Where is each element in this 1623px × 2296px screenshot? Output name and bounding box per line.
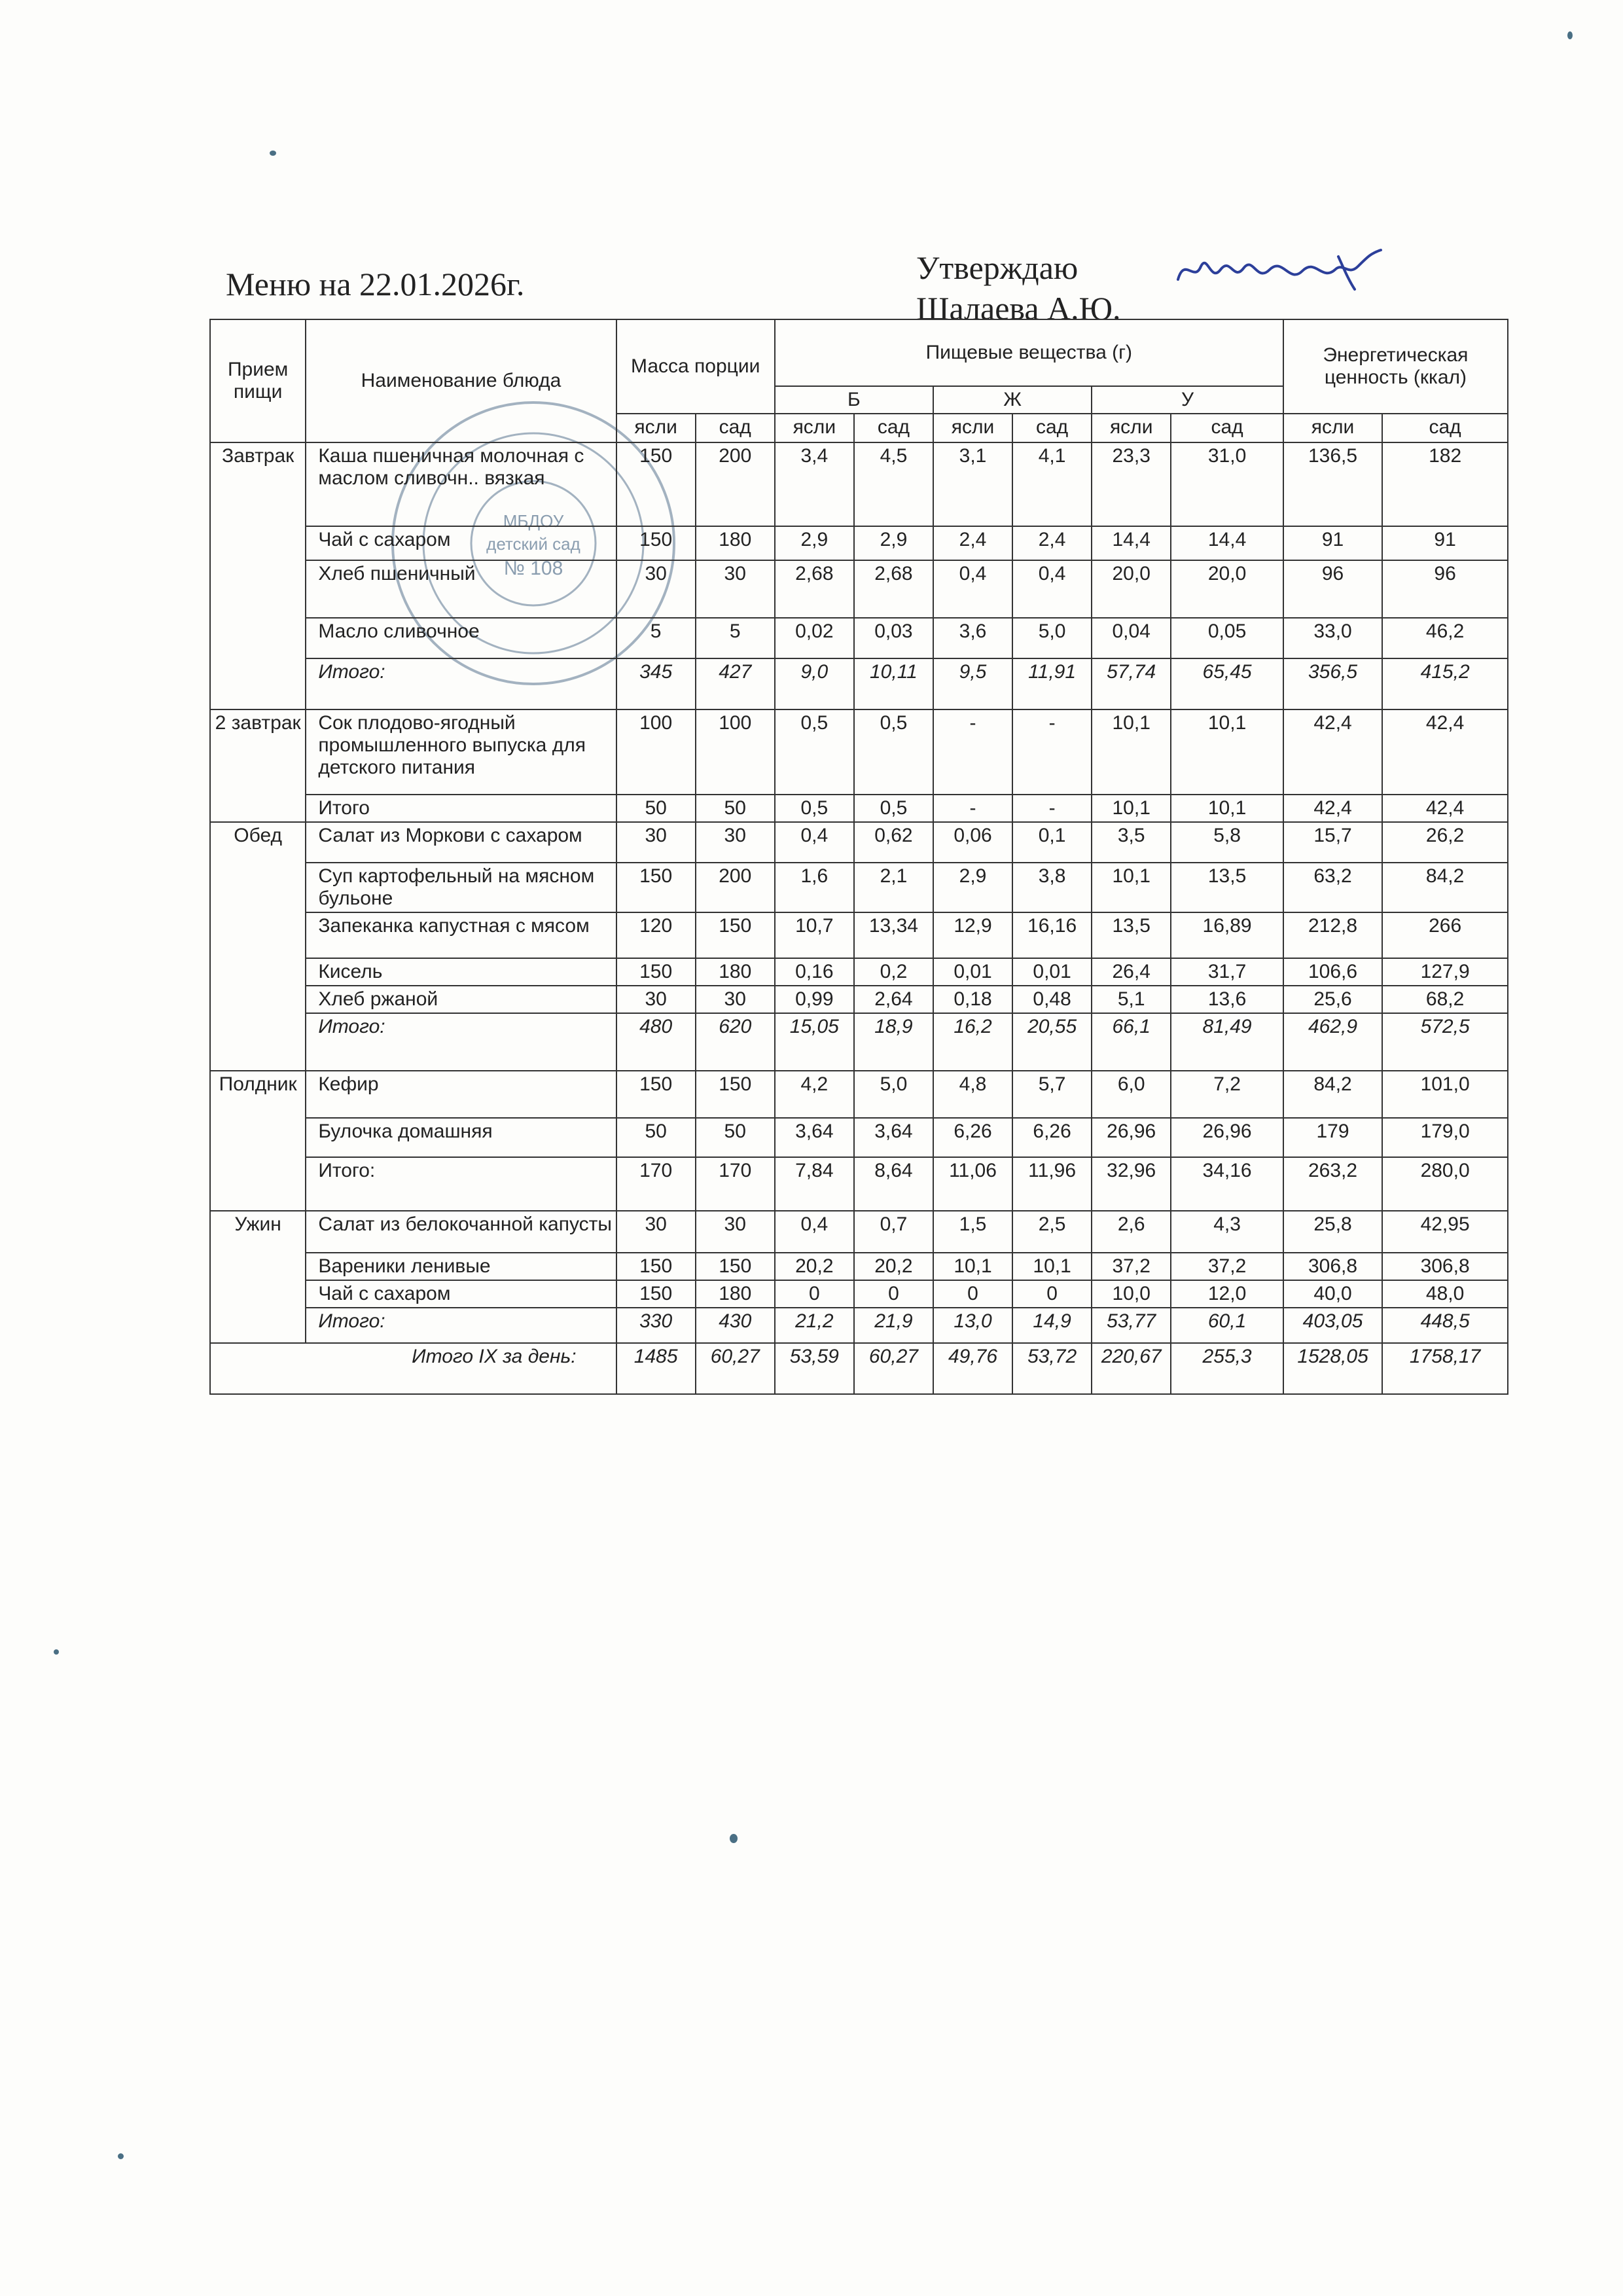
table-row — [210, 822, 1508, 863]
value-cell: 3,64 — [854, 1118, 933, 1157]
stamp-text-1: МБДОУ — [503, 511, 564, 531]
value-cell: 620 — [696, 1013, 775, 1071]
header-sad: сад — [1012, 414, 1092, 442]
header-sad: сад — [854, 414, 933, 442]
value-cell: 0,62 — [854, 822, 933, 863]
table-row — [210, 442, 1508, 526]
table-row — [210, 1118, 1508, 1157]
table-row — [210, 1308, 1508, 1343]
value-cell: 37,2 — [1171, 1253, 1283, 1280]
table-row — [210, 658, 1508, 709]
value-cell: 13,34 — [854, 912, 933, 958]
meal-name: Полдник — [210, 1071, 306, 1211]
value-cell: 12,0 — [1171, 1280, 1283, 1308]
grand-total-label: Итого IX за день: — [210, 1343, 616, 1394]
value-cell: 2,68 — [775, 560, 854, 618]
value-cell: 63,2 — [1283, 863, 1382, 912]
value-cell: 26,96 — [1092, 1118, 1171, 1157]
value-cell: 150 — [616, 1280, 696, 1308]
value-cell: 31,7 — [1171, 958, 1283, 986]
value-cell: 13,5 — [1171, 863, 1283, 912]
value-cell: 9,0 — [775, 658, 854, 709]
value-cell: 212,8 — [1283, 912, 1382, 958]
value-cell: 26,2 — [1382, 822, 1508, 863]
value-cell: 0,5 — [775, 709, 854, 795]
scan-speck — [270, 151, 276, 156]
value-cell: 25,6 — [1283, 986, 1382, 1013]
value-cell: 0,5 — [775, 795, 854, 822]
value-cell: 57,74 — [1092, 658, 1171, 709]
value-cell: 150 — [616, 442, 696, 526]
dish-name: Итого: — [306, 1157, 616, 1211]
value-cell: 33,0 — [1283, 618, 1382, 658]
value-cell: 180 — [696, 958, 775, 986]
value-cell: 20,0 — [1092, 560, 1171, 618]
value-cell: 84,2 — [1382, 863, 1508, 912]
value-cell: 150 — [696, 912, 775, 958]
value-cell: 20,0 — [1171, 560, 1283, 618]
value-cell: 30 — [696, 1211, 775, 1253]
value-cell: 4,2 — [775, 1071, 854, 1118]
header-dish: Наименование блюда — [306, 319, 616, 442]
value-cell: 0,7 — [854, 1211, 933, 1253]
value-cell: 0 — [854, 1280, 933, 1308]
table-row — [210, 1157, 1508, 1211]
value-cell: 180 — [696, 1280, 775, 1308]
value-cell: 50 — [616, 795, 696, 822]
value-cell: 42,4 — [1283, 795, 1382, 822]
table-row — [210, 1280, 1508, 1308]
table-row — [210, 958, 1508, 986]
value-cell: 127,9 — [1382, 958, 1508, 986]
value-cell: 2,5 — [1012, 1211, 1092, 1253]
value-cell: 30 — [696, 986, 775, 1013]
value-cell: 179 — [1283, 1118, 1382, 1157]
value-cell: 150 — [616, 1253, 696, 1280]
header-sad: сад — [696, 414, 775, 442]
grand-total-cell: 60,27 — [854, 1343, 933, 1394]
dish-name: Итого — [306, 795, 616, 822]
value-cell: 306,8 — [1283, 1253, 1382, 1280]
value-cell: 53,77 — [1092, 1308, 1171, 1343]
dish-name: Салат из Моркови с сахаром — [306, 822, 616, 863]
value-cell: 14,9 — [1012, 1308, 1092, 1343]
value-cell: 179,0 — [1382, 1118, 1508, 1157]
dish-name: Булочка домашняя — [306, 1118, 616, 1157]
value-cell: 150 — [696, 1071, 775, 1118]
grand-total-cell: 60,27 — [696, 1343, 775, 1394]
scan-speck — [1567, 31, 1573, 39]
value-cell: 0,99 — [775, 986, 854, 1013]
value-cell: 11,06 — [933, 1157, 1012, 1211]
header-yasli: ясли — [933, 414, 1012, 442]
value-cell: 0,4 — [775, 822, 854, 863]
value-cell: 120 — [616, 912, 696, 958]
dish-name: Чай с сахаром — [306, 1280, 616, 1308]
value-cell: 0,5 — [854, 795, 933, 822]
value-cell: 0 — [775, 1280, 854, 1308]
value-cell: 13,0 — [933, 1308, 1012, 1343]
value-cell: 0,4 — [1012, 560, 1092, 618]
value-cell: 8,64 — [854, 1157, 933, 1211]
value-cell: 5,0 — [854, 1071, 933, 1118]
stamp-text-3: № 108 — [503, 558, 563, 579]
value-cell: 2,6 — [1092, 1211, 1171, 1253]
value-cell: 4,8 — [933, 1071, 1012, 1118]
value-cell: 0,05 — [1171, 618, 1283, 658]
value-cell: 5 — [696, 618, 775, 658]
value-cell: 21,2 — [775, 1308, 854, 1343]
grand-total-cell: 1528,05 — [1283, 1343, 1382, 1394]
value-cell: 68,2 — [1382, 986, 1508, 1013]
value-cell: 2,4 — [1012, 526, 1092, 560]
value-cell: 10,1 — [1092, 709, 1171, 795]
dish-name: Чай с сахаром — [306, 526, 616, 560]
value-cell: 30 — [696, 560, 775, 618]
total-label: Итого: — [306, 658, 616, 709]
value-cell: 101,0 — [1382, 1071, 1508, 1118]
value-cell: 0,01 — [933, 958, 1012, 986]
value-cell: 15,05 — [775, 1013, 854, 1071]
dish-name: Масло сливочное — [306, 618, 616, 658]
value-cell: 150 — [616, 526, 696, 560]
value-cell: 4,5 — [854, 442, 933, 526]
value-cell: 48,0 — [1382, 1280, 1508, 1308]
menu-title: Меню на 22.01.2026г. — [226, 266, 525, 302]
value-cell: 100 — [696, 709, 775, 795]
table-row — [210, 1253, 1508, 1280]
dish-name: Кисель — [306, 958, 616, 986]
meal-name: Ужин — [210, 1211, 306, 1343]
value-cell: 0 — [1012, 1280, 1092, 1308]
value-cell: 10,1 — [1171, 709, 1283, 795]
value-cell: 42,95 — [1382, 1211, 1508, 1253]
value-cell: 0,18 — [933, 986, 1012, 1013]
value-cell: 0 — [933, 1280, 1012, 1308]
value-cell: 96 — [1382, 560, 1508, 618]
value-cell: 3,5 — [1092, 822, 1171, 863]
value-cell: 0,48 — [1012, 986, 1092, 1013]
header-mass: Масса порции — [616, 319, 775, 414]
value-cell: 50 — [696, 795, 775, 822]
value-cell: 11,91 — [1012, 658, 1092, 709]
value-cell: 42,4 — [1382, 795, 1508, 822]
dish-name: Кефир — [306, 1071, 616, 1118]
value-cell: 11,96 — [1012, 1157, 1092, 1211]
grand-total-cell: 1485 — [616, 1343, 696, 1394]
value-cell: 0,03 — [854, 618, 933, 658]
value-cell: 462,9 — [1283, 1013, 1382, 1071]
meal-name: Завтрак — [210, 442, 306, 709]
table-row — [210, 863, 1508, 912]
value-cell: 5,8 — [1171, 822, 1283, 863]
value-cell: 20,55 — [1012, 1013, 1092, 1071]
meal-name: 2 завтрак — [210, 709, 306, 822]
value-cell: 330 — [616, 1308, 696, 1343]
value-cell: 20,2 — [775, 1253, 854, 1280]
value-cell: 480 — [616, 1013, 696, 1071]
scan-speck — [118, 2153, 124, 2159]
dish-name: Сок плодово-ягодный промышленного выпуска для детского питания — [306, 709, 616, 795]
value-cell: 280,0 — [1382, 1157, 1508, 1211]
value-cell: 6,26 — [933, 1118, 1012, 1157]
value-cell: 10,1 — [1171, 795, 1283, 822]
value-cell: 10,7 — [775, 912, 854, 958]
header-carbs: У — [1092, 386, 1283, 414]
value-cell: 13,5 — [1092, 912, 1171, 958]
value-cell: 4,1 — [1012, 442, 1092, 526]
value-cell: 66,1 — [1092, 1013, 1171, 1071]
dish-name: Запеканка капустная с мясом — [306, 912, 616, 958]
table-row — [210, 1211, 1508, 1253]
grand-total-cell: 53,72 — [1012, 1343, 1092, 1394]
value-cell: 6,0 — [1092, 1071, 1171, 1118]
value-cell: 9,5 — [933, 658, 1012, 709]
value-cell: 50 — [696, 1118, 775, 1157]
value-cell: 10,0 — [1092, 1280, 1171, 1308]
value-cell: 5,1 — [1092, 986, 1171, 1013]
value-cell: 3,1 — [933, 442, 1012, 526]
scan-speck — [54, 1649, 59, 1655]
scan-speck — [730, 1834, 738, 1843]
value-cell: 150 — [696, 1253, 775, 1280]
header-fat: Ж — [933, 386, 1092, 414]
value-cell: 2,9 — [775, 526, 854, 560]
table-row — [210, 795, 1508, 822]
value-cell: 182 — [1382, 442, 1508, 526]
header-yasli: ясли — [616, 414, 696, 442]
value-cell: 26,4 — [1092, 958, 1171, 986]
grand-total-row — [210, 1343, 1508, 1394]
value-cell: 1,6 — [775, 863, 854, 912]
value-cell: 14,4 — [1171, 526, 1283, 560]
header-meal: Прием пищи — [210, 319, 306, 442]
value-cell: 2,4 — [933, 526, 1012, 560]
value-cell: 150 — [616, 1071, 696, 1118]
grand-total-cell: 255,3 — [1171, 1343, 1283, 1394]
value-cell: 10,1 — [933, 1253, 1012, 1280]
value-cell: 21,9 — [854, 1308, 933, 1343]
value-cell: 266 — [1382, 912, 1508, 958]
value-cell: 170 — [696, 1157, 775, 1211]
value-cell: 3,8 — [1012, 863, 1092, 912]
value-cell: 12,9 — [933, 912, 1012, 958]
value-cell: 0,16 — [775, 958, 854, 986]
value-cell: 46,2 — [1382, 618, 1508, 658]
value-cell: 448,5 — [1382, 1308, 1508, 1343]
table-row — [210, 912, 1508, 958]
value-cell: 263,2 — [1283, 1157, 1382, 1211]
table-row — [210, 709, 1508, 795]
value-cell: 0,06 — [933, 822, 1012, 863]
value-cell: 30 — [696, 822, 775, 863]
value-cell: 15,7 — [1283, 822, 1382, 863]
header-yasli: ясли — [1092, 414, 1171, 442]
dish-name: Вареники ленивые — [306, 1253, 616, 1280]
value-cell: 170 — [616, 1157, 696, 1211]
value-cell: 18,9 — [854, 1013, 933, 1071]
value-cell: 136,5 — [1283, 442, 1382, 526]
header-nutrients: Пищевые вещества (г) — [775, 319, 1283, 386]
value-cell: 91 — [1382, 526, 1508, 560]
value-cell: 10,1 — [1092, 795, 1171, 822]
value-cell: 572,5 — [1382, 1013, 1508, 1071]
menu-table — [209, 319, 1508, 1395]
header-sad: сад — [1382, 414, 1508, 442]
value-cell: 65,45 — [1171, 658, 1283, 709]
value-cell: 10,11 — [854, 658, 933, 709]
value-cell: 26,96 — [1171, 1118, 1283, 1157]
value-cell: 32,96 — [1092, 1157, 1171, 1211]
value-cell: 31,0 — [1171, 442, 1283, 526]
value-cell: 106,6 — [1283, 958, 1382, 986]
value-cell: - — [933, 709, 1012, 795]
value-cell: 16,16 — [1012, 912, 1092, 958]
value-cell: 13,6 — [1171, 986, 1283, 1013]
header-energy: Энергетическая ценность (ккал) — [1283, 319, 1508, 414]
approval-block — [916, 247, 1121, 329]
value-cell: 30 — [616, 1211, 696, 1253]
value-cell: 0,4 — [775, 1211, 854, 1253]
header-yasli: ясли — [1283, 414, 1382, 442]
value-cell: 5,0 — [1012, 618, 1092, 658]
value-cell: 306,8 — [1382, 1253, 1508, 1280]
value-cell: 345 — [616, 658, 696, 709]
value-cell: 37,2 — [1092, 1253, 1171, 1280]
value-cell: 415,2 — [1382, 658, 1508, 709]
table-row — [210, 1013, 1508, 1071]
value-cell: 20,2 — [854, 1253, 933, 1280]
value-cell: 40,0 — [1283, 1280, 1382, 1308]
value-cell: 30 — [616, 822, 696, 863]
value-cell: 403,05 — [1283, 1308, 1382, 1343]
value-cell: 430 — [696, 1308, 775, 1343]
dish-name: Хлеб пшеничный — [306, 560, 616, 618]
value-cell: 356,5 — [1283, 658, 1382, 709]
header-protein: Б — [775, 386, 933, 414]
meal-name: Обед — [210, 822, 306, 1071]
value-cell: 5 — [616, 618, 696, 658]
dish-name: Салат из белокочанной капусты — [306, 1211, 616, 1253]
value-cell: 0,02 — [775, 618, 854, 658]
value-cell: 91 — [1283, 526, 1382, 560]
value-cell: 200 — [696, 442, 775, 526]
value-cell: 96 — [1283, 560, 1382, 618]
value-cell: 2,64 — [854, 986, 933, 1013]
grand-total-cell: 53,59 — [775, 1343, 854, 1394]
value-cell: 0,04 — [1092, 618, 1171, 658]
value-cell: 60,1 — [1171, 1308, 1283, 1343]
table-row — [210, 560, 1508, 618]
value-cell: - — [933, 795, 1012, 822]
value-cell: 2,68 — [854, 560, 933, 618]
table-row — [210, 986, 1508, 1013]
total-label: Итого: — [306, 1308, 616, 1343]
table-row — [210, 618, 1508, 658]
value-cell: 10,1 — [1012, 1253, 1092, 1280]
value-cell: 2,9 — [933, 863, 1012, 912]
table-row — [210, 1071, 1508, 1118]
dish-name: Суп картофельный на мясном бульоне — [306, 863, 616, 912]
approve-label: Утверждаю — [916, 249, 1079, 286]
value-cell: 84,2 — [1283, 1071, 1382, 1118]
header-yasli: ясли — [775, 414, 854, 442]
value-cell: 427 — [696, 658, 775, 709]
value-cell: 150 — [616, 958, 696, 986]
total-label: Итого: — [306, 1013, 616, 1071]
grand-total-cell: 1758,17 — [1382, 1343, 1508, 1394]
header-sad: сад — [1171, 414, 1283, 442]
value-cell: 0,1 — [1012, 822, 1092, 863]
approver-name: Шалаева А.Ю. — [916, 290, 1121, 327]
value-cell: 16,89 — [1171, 912, 1283, 958]
value-cell: 0,2 — [854, 958, 933, 986]
value-cell: 6,26 — [1012, 1118, 1092, 1157]
value-cell: 3,6 — [933, 618, 1012, 658]
grand-total-cell: 220,67 — [1092, 1343, 1171, 1394]
value-cell: 42,4 — [1283, 709, 1382, 795]
value-cell: 100 — [616, 709, 696, 795]
value-cell: 0,5 — [854, 709, 933, 795]
value-cell: 30 — [616, 986, 696, 1013]
value-cell: 5,7 — [1012, 1071, 1092, 1118]
value-cell: 0,4 — [933, 560, 1012, 618]
value-cell: 2,1 — [854, 863, 933, 912]
value-cell: 10,1 — [1092, 863, 1171, 912]
grand-total-cell: 49,76 — [933, 1343, 1012, 1394]
value-cell: 180 — [696, 526, 775, 560]
value-cell: 4,3 — [1171, 1211, 1283, 1253]
dish-name: Каша пшеничная молочная с маслом сливочн.. вязкая — [306, 442, 616, 526]
value-cell: 2,9 — [854, 526, 933, 560]
dish-name: Хлеб ржаной — [306, 986, 616, 1013]
stamp-text-2: детский сад — [486, 534, 580, 554]
value-cell: 1,5 — [933, 1211, 1012, 1253]
value-cell: 14,4 — [1092, 526, 1171, 560]
value-cell: 200 — [696, 863, 775, 912]
value-cell: - — [1012, 709, 1092, 795]
value-cell: 0,01 — [1012, 958, 1092, 986]
value-cell: 7,84 — [775, 1157, 854, 1211]
value-cell: - — [1012, 795, 1092, 822]
value-cell: 3,4 — [775, 442, 854, 526]
value-cell: 30 — [616, 560, 696, 618]
value-cell: 25,8 — [1283, 1211, 1382, 1253]
value-cell: 81,49 — [1171, 1013, 1283, 1071]
handwritten-signature — [1171, 243, 1394, 296]
value-cell: 23,3 — [1092, 442, 1171, 526]
value-cell: 16,2 — [933, 1013, 1012, 1071]
value-cell: 150 — [616, 863, 696, 912]
value-cell: 3,64 — [775, 1118, 854, 1157]
value-cell: 34,16 — [1171, 1157, 1283, 1211]
table-row — [210, 526, 1508, 560]
value-cell: 42,4 — [1382, 709, 1508, 795]
value-cell: 50 — [616, 1118, 696, 1157]
value-cell: 7,2 — [1171, 1071, 1283, 1118]
